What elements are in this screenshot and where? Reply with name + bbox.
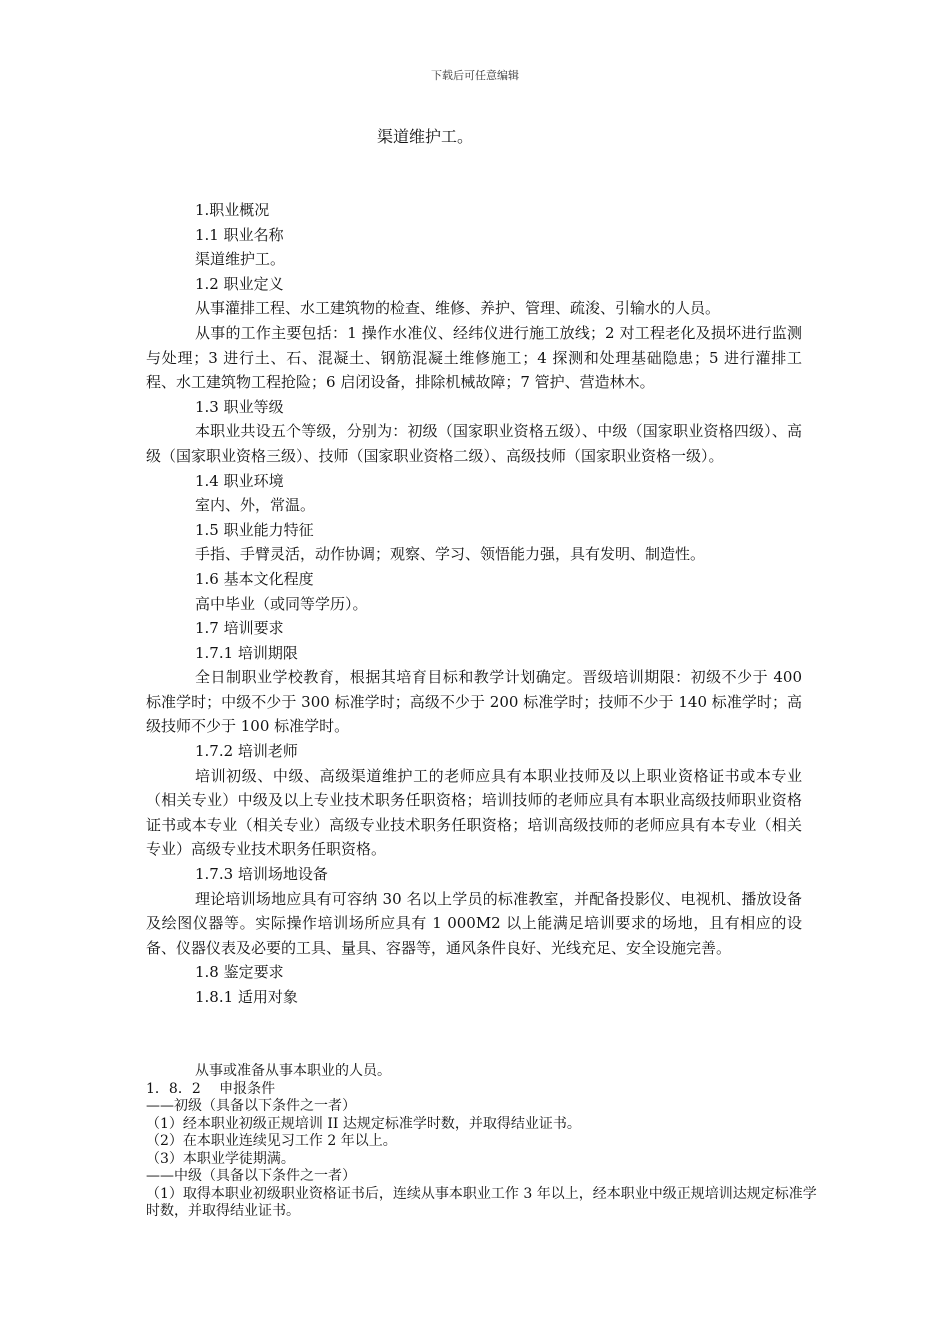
paragraph: 全日制职业学校教育，根据其培育目标和教学计划确定。晋级培训期限：初级不少于 400 标准学时；中级不少于 300 标准学时；高级不少于 200 标准学时；技师不少于 140 标准学时；高级技师不少于 100 标准学时。 (146, 668, 802, 736)
paragraph: 1．8．2 申报条件 (146, 1080, 276, 1097)
section-heading: 高中毕业（或同等学历）。 (195, 594, 368, 613)
paragraph: 培训初级、中级、高级渠道维护工的老师应具有本职业技师及以上职业资格证书或本专业（相关专业）中级及以上专业技术职务任职资格；培训技师的老师应具有本职业高级技师职业资格证书或本专业（相关专业）高级专业技术职务任职资格；培训高级技师的老师应具有本专业（相关专业）高级专业技术职务任职资格。 (146, 766, 802, 859)
section-heading: 1.1 职业名称 (195, 225, 284, 244)
paragraph: 从事的工作主要包括：1 操作水准仪、经纬仪进行施工放线；2 对工程老化及损坏进行监测与处理；3 进行土、石、混凝土、钢筋混凝土维修施工；4 探测和处理基础隐患；5 进行灌排工程、水工建筑物工程抢险；6 启闭设备，排除机械故障；7 管护、营造林木。 (146, 323, 802, 392)
paragraph: 从事或准备从事本职业的人员。 (195, 1063, 391, 1079)
section-heading: 1.职业概况 (195, 201, 270, 219)
paragraph: 本职业共设五个等级，分别为：初级（国家职业资格五级）、中级（国家职业资格四级）、高级（国家职业资格三级）、技师（国家职业资格二级）、高级技师（国家职业资格一级）。 (146, 422, 802, 465)
section-heading: 1.5 职业能力特征 (195, 520, 314, 539)
section-heading: 1.3 职业等级 (195, 397, 284, 416)
page-header: 下载后可任意编辑 (431, 69, 519, 82)
section-heading: 1.8 鉴定要求 (195, 963, 284, 982)
paragraph: （1）取得本职业初级职业资格证书后，连续从事本职业工作 3 年以上，经本职业中级正规培训达规定标准学时数，并取得结业证书。 (146, 1185, 817, 1219)
document-title: 渠道维护工。 (377, 127, 474, 146)
section-heading: 1.6 基本文化程度 (195, 569, 314, 588)
section-heading: 室内、外，常温。 (195, 496, 316, 515)
section-heading: 1.8.1 适用对象 (195, 988, 298, 1006)
paragraph: （2）在本职业连续见习工作 2 年以上。 (146, 1133, 397, 1149)
paragraph: （1）经本职业初级正规培训 II 达规定标准学时数，并取得结业证书。 (146, 1115, 581, 1132)
paragraph: （3）本职业学徒期满。 (146, 1150, 295, 1167)
document-body (146, 198, 802, 1010)
section-heading: 渠道维护工。 (195, 250, 286, 269)
section-heading: 手指、手臂灵活，动作协调；观察、学习、领悟能力强，具有发明、制造性。 (195, 545, 706, 564)
paragraph: 从事灌排工程、水工建筑物的检查、维修、养护、管理、疏浚、引输水的人员。 (195, 299, 721, 318)
section-heading: 1.4 职业环境 (195, 471, 284, 490)
section-heading: 1.7.3 培训场地设备 (195, 865, 328, 884)
section-heading: 1.7.1 培训期限 (195, 643, 298, 662)
document-body-continued (146, 1063, 826, 1221)
section-heading: 1.7 培训要求 (195, 619, 284, 638)
paragraph: 理论培训场地应具有可容纳 30 名以上学员的标准教室，并配备投影仪、电视机、播放设备及绘图仪器等。实际操作培训场所应具有 1 000M2 以上能满足培训要求的场地，且有相应的设备、仪器仪表及必要的工具、量具、容器等，通风条件良好、光线充足、安全设施完善。 (146, 889, 802, 957)
section-heading: 1.7.2 培训老师 (195, 742, 298, 761)
paragraph: ——中级（具备以下条件之一者） (146, 1168, 356, 1184)
section-heading: 1.2 职业定义 (195, 274, 284, 293)
paragraph: ——初级（具备以下条件之一者） (146, 1098, 356, 1114)
